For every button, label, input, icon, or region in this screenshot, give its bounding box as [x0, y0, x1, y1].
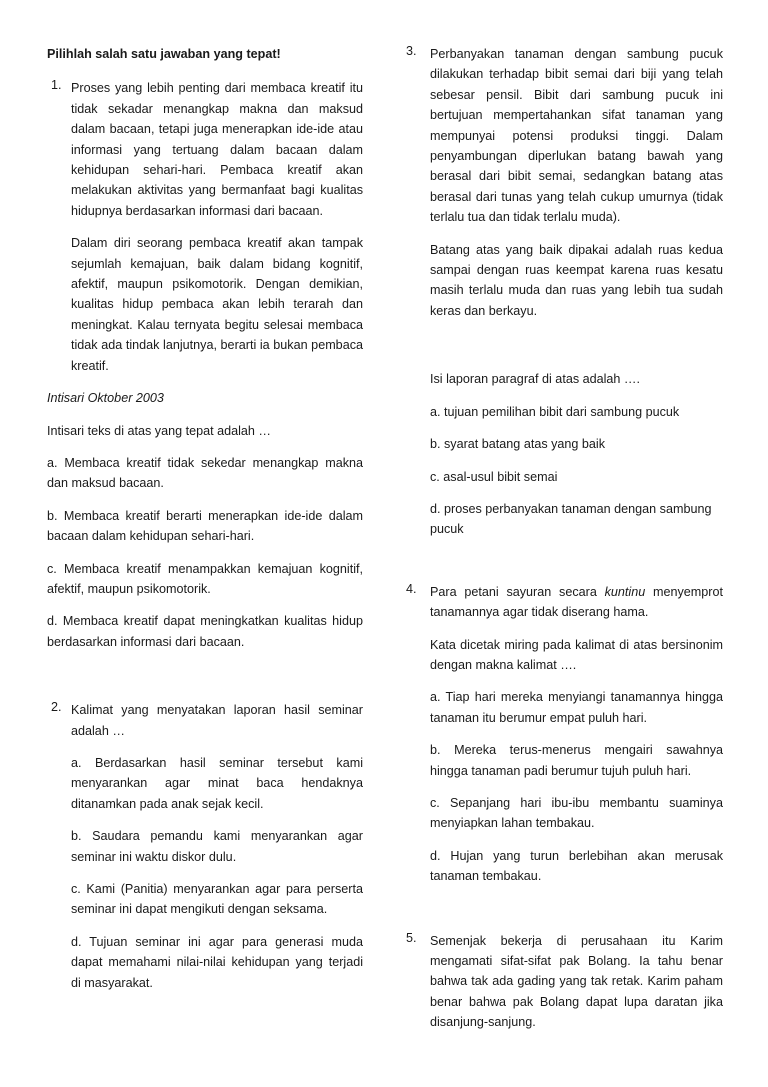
q4-prompt: Kata dicetak miring pada kalimat di atas bersinonim dengan makna kalimat …. [430, 637, 723, 672]
q1-option-b[interactable]: b. Membaca kreatif berarti menerapkan ide-ide dalam bacaan dalam kehidupan sehari-hari. [47, 508, 363, 544]
q3-option-d[interactable]: d. proses perbanyakan tanaman dengan sambung pucuk [430, 501, 712, 537]
question-2 [47, 700, 363, 993]
q4-question-start: Para petani sayuran secara [430, 584, 605, 599]
q2-option-d[interactable]: d. Tujuan seminar ini agar para generasi muda dapat memahami nilai-nilai kehidupan yang terjadi di masyarakat. [71, 934, 363, 990]
question-number: 2. [51, 700, 62, 715]
question-number: 4. [406, 581, 417, 596]
question-number: 5. [406, 930, 417, 945]
q1-passage-paragraph-2: Dalam diri seorang pembaca kreatif akan tampak sejumlah kemajuan, baik dalam bidang kognitif, afektif, maupun psikomotorik. Dengan demikian, kualitas hidup pembaca akan lebih terarah dan meningkat. Kalau ternyata begitu selesai membaca tidak ada tindak lanjutnya, berarti ia bukan pembaca kreatif. [71, 236, 363, 373]
q1-option-d[interactable]: d. Membaca kreatif dapat meningkatkan kualitas hidup berdasarkan informasi dari bacaan. [47, 614, 363, 649]
question-number: 1. [51, 78, 62, 93]
question-number: 3. [406, 44, 417, 58]
q3-option-b[interactable]: b. syarat batang atas yang baik [430, 437, 606, 452]
q1-prompt: Intisari teks di atas yang tepat adalah … [47, 423, 272, 438]
q3-option-c[interactable]: c. asal-usul bibit semai [430, 469, 558, 484]
q4-question [430, 582, 723, 623]
q4-question-end: menyemprot tanamannya agar tidak diserang hama. [430, 584, 723, 620]
q4-option-a[interactable]: a. Tiap hari mereka menyiangi tanamannya hingga tanaman itu berumur empat puluh hari. [430, 690, 723, 725]
q5-passage: Semenjak bekerja di perusahaan itu Karim mengamati sifat-sifat pak Bolang. Ia tahu benar bahwa tak ada gading yang tak retak. Karim paham benar bahwa pak Bolang dapat lupa daratan jika disanjung-sanjung. [430, 933, 723, 1030]
q1-passage-paragraph-1: Proses yang lebih penting dari membaca kreatif itu tidak sekadar menangkap makna dan maksud dalam bacaan, tetapi juga menerapkan ide-ide atau informasi yang tertuang dalam bacaan dalam kehidupan sehari-hari. Pembaca kreatif akan melakukan aktivitas yang bermanfaat bagi kualitas hidupnya berdasarkan informasi dari bacaan. [71, 81, 363, 218]
q1-source: Intisari Oktober 2003 [47, 391, 164, 406]
q4-option-b[interactable]: b. Mereka terus-menerus mengairi sawahnya hingga tanaman padi berumur tujuh puluh hari. [430, 743, 723, 778]
q1-option-a[interactable]: a. Membaca kreatif tidak sekedar menangkap makna dan maksud bacaan. [47, 455, 363, 491]
question-3 [406, 44, 723, 540]
right-column [406, 44, 723, 1033]
q3-passage-paragraph-2: Batang atas yang baik dipakai adalah ruas kedua sampai dengan ruas keempat karena ruas kesatu masih terlalu muda dan ruas yang lebih tua sudah keras dan berkayu. [430, 242, 723, 318]
q4-option-d[interactable]: d. Hujan yang turun berlebihan akan merusak tanaman tembakau. [430, 848, 723, 884]
q3-passage-paragraph-1: Perbanyakan tanaman dengan sambung pucuk dilakukan terhadap bibit semai dari biji yang telah sebesar pensil. Bibit dari sambung pucuk ini bertujuan mempertahankan sifat tanaman yang mempunyai potensi produksi tinggi. Dalam penyambungan diperlukan batang bawah yang berasal dari bibit semai, sedangkan batang atas berasal dari tunas yang telah cukup umurnya (tidak terlalu tua dan tidak terlalu muda). [430, 47, 723, 225]
q2-question: Kalimat yang menyatakan laporan hasil seminar adalah … [71, 703, 363, 738]
q3-option-a[interactable]: a. tujuan pemilihan bibit dari sambung pucuk [430, 404, 680, 419]
q1-option-c[interactable]: c. Membaca kreatif menampakkan kemajuan kognitif, afektif, maupun psikomotorik. [47, 561, 363, 596]
question-4 [406, 582, 723, 887]
instructions-heading: Pilihlah salah satu jawaban yang tepat! [47, 47, 281, 61]
q2-option-c[interactable]: c. Kami (Panitia) menyarankan agar para perserta seminar ini dapat mengikuti dengan seksama. [71, 882, 363, 917]
q4-option-c[interactable]: c. Sepanjang hari ibu-ibu membantu suaminya menyiapkan lahan tembakau. [430, 795, 723, 831]
q4-italic-word: kuntinu [604, 584, 646, 599]
question-5 [406, 931, 723, 1033]
q2-option-a[interactable]: a. Berdasarkan hasil seminar tersebut kami menyarankan agar minat baca hendaknya ditanamkan pada anak sejak kecil. [71, 755, 363, 811]
q2-option-b[interactable]: b. Saudara pemandu kami menyarankan agar seminar ini waktu diskor dulu. [71, 829, 363, 864]
q3-prompt: Isi laporan paragraf di atas adalah …. [430, 372, 641, 387]
left-column [47, 44, 363, 993]
question-1 [47, 78, 363, 376]
